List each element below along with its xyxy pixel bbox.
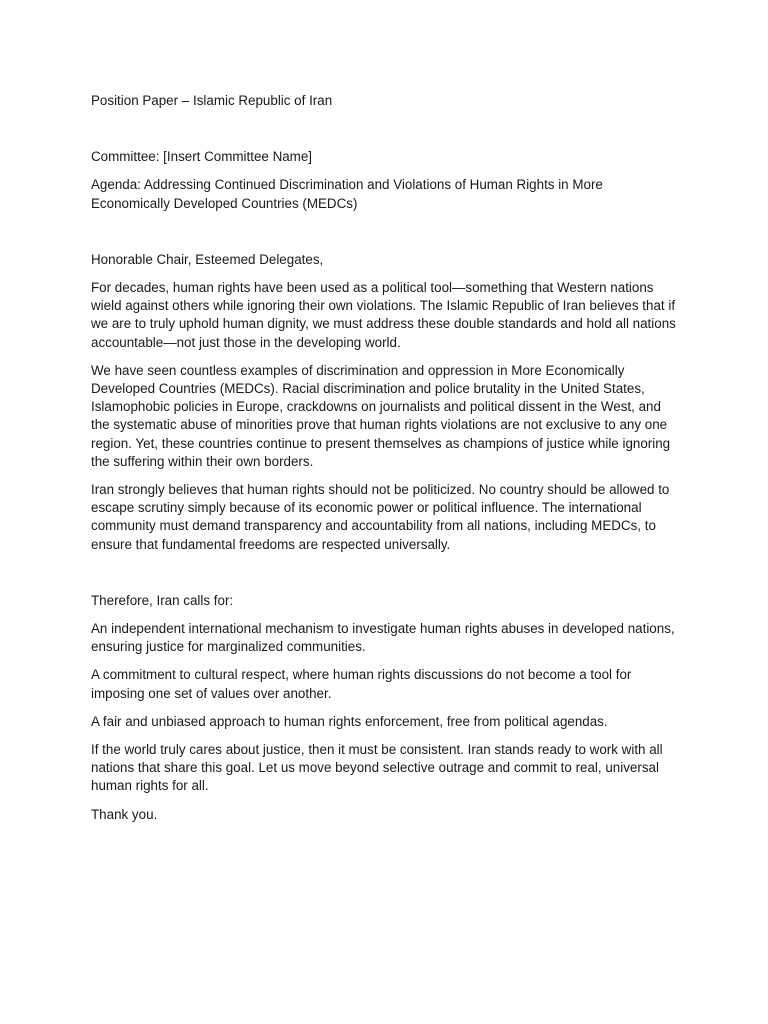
- committee-line: Committee: [Insert Committee Name]: [91, 149, 313, 165]
- agenda-line: Agenda: Addressing Continued Discrimination and Violations of Human Rights in More Economically Developed Countries (MEDCs): [91, 177, 603, 211]
- closing-paragraph: If the world truly cares about justice, then it must be consistent. Iran stands ready to work with all nations that share this goal. Let us move beyond selective outrage and commit to real, universal human rights for all.: [91, 742, 663, 794]
- body-paragraph: Iran strongly believes that human rights should not be politicized. No country should be allowed to escape scrutiny simply because of its economic power or political influence. The international community must demand transparency and accountability from all nations, including MEDCs, to ensure that fundamental freedoms are respected universally.: [91, 482, 670, 552]
- call-item: A commitment to cultural respect, where human rights discussions do not become a tool for imposing one set of values over another.: [91, 667, 632, 701]
- document-title: Position Paper – Islamic Republic of Iran: [91, 93, 333, 108]
- salutation: Honorable Chair, Esteemed Delegates,: [91, 251, 324, 267]
- call-item: A fair and unbiased approach to human rights enforcement, free from political agendas.: [91, 713, 608, 729]
- document-body: [91, 92, 681, 824]
- calls-intro: Therefore, Iran calls for:: [91, 592, 234, 608]
- body-paragraph: We have seen countless examples of discrimination and oppression in More Economically Developed Countries (MEDCs). Racial discrimination and police brutality in the United States, Islamophobic policies in Europe, crackdowns on journalists and political dissent in the West, and the systematic abuse of minorities prove that human rights violations are not exclusive to any one region. Yet, these countries continue to present themselves as champions of justice while ignoring the suffering within their own borders.: [91, 362, 671, 469]
- sign-off: Thank you.: [91, 806, 158, 822]
- body-paragraph: For decades, human rights have been used as a political tool—something that Western nations wield against others while ignoring their own violations. The Islamic Republic of Iran believes that if we are to truly uphold human dignity, we must address these double standards and hold all nations accountable—not just those in the developing world.: [91, 280, 676, 350]
- call-item: An independent international mechanism to investigate human rights abuses in developed nations, ensuring justice for marginalized communities.: [91, 621, 675, 655]
